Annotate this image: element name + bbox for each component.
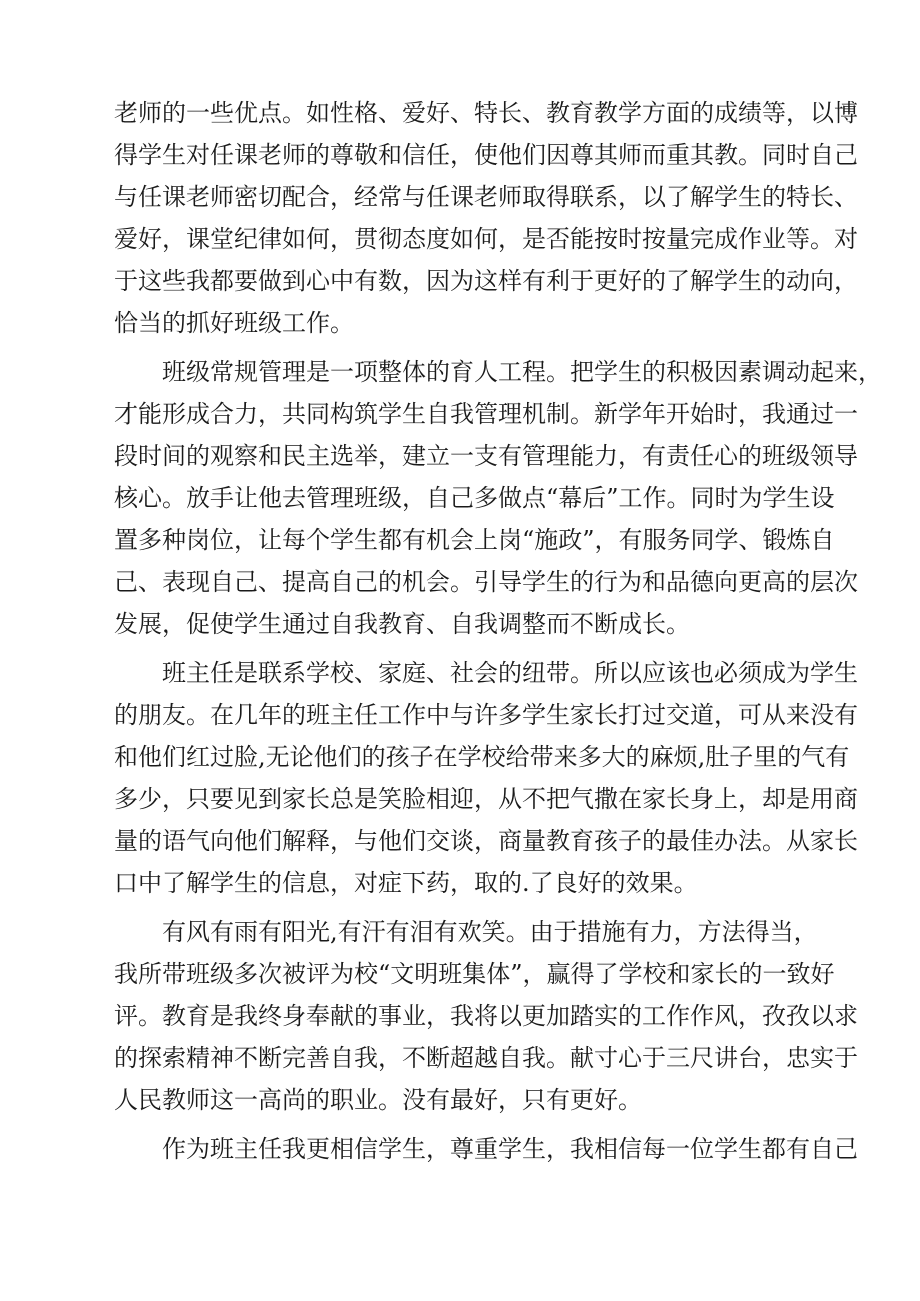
text-line: 发展，促使学生通过自我教育、自我调整而不断成长。 (114, 610, 690, 638)
text-line: 评。教育是我终身奉献的事业，我将以更加踏实的工作作风，孜孜以求 (114, 1002, 858, 1030)
text-line: 有风有雨有阳光,有汗有泪有欢笑。由于措施有力，方法得当， (162, 918, 818, 946)
text-line: 得学生对任课老师的尊敬和信任，使他们因尊其师而重其教。同时自己 (114, 141, 858, 169)
text-line: 作为班主任我更相信学生，尊重学生，我相信每一位学生都有自己 (162, 1135, 858, 1163)
text-line: 班主任是联系学校、家庭、社会的纽带。所以应该也必须成为学生 (162, 659, 858, 687)
text-line: 班级常规管理是一项整体的育人工程。把学生的积极因素调动起来， (162, 358, 882, 386)
document-body (114, 92, 882, 1177)
text-line: 和他们红过脸,无论他们的孩子在学校给带来多大的麻烦,肚子里的气有 (114, 743, 850, 771)
paragraph-4 (114, 911, 858, 1121)
text-line: 于这些我都要做到心中有数，因为这样有利于更好的了解学生的动向， (114, 267, 858, 295)
text-line: 段时间的观察和民主选举，建立一支有管理能力，有责任心的班级领导 (114, 442, 858, 470)
text-line: 才能形成合力，共同构筑学生自我管理机制。新学年开始时，我通过一 (114, 400, 858, 428)
paragraph-5 (114, 1128, 858, 1170)
text-line: 我所带班级多次被评为校“文明班集体”，赢得了学校和家长的一致好 (114, 960, 835, 988)
text-line: 的朋友。在几年的班主任工作中与许多学生家长打过交道，可从来没有 (114, 701, 858, 729)
text-line: 核心。放手让他去管理班级，自己多做点“幕后”工作。同时为学生设 (114, 484, 835, 512)
text-line: 置多种岗位，让每个学生都有机会上岗“施政”，有服务同学、锻炼自 (114, 526, 835, 554)
text-line: 恰当的抓好班级工作。 (114, 309, 354, 337)
text-line: 与任课老师密切配合，经常与任课老师取得联系，以了解学生的特长、 (114, 183, 858, 211)
text-line: 老师的一些优点。如性格、爱好、特长、教育教学方面的成绩等，以博 (114, 99, 858, 127)
paragraph-3 (114, 652, 858, 904)
text-line: 爱好，课堂纪律如何，贯彻态度如何，是否能按时按量完成作业等。对 (114, 225, 858, 253)
text-line: 的探索精神不断完善自我，不断超越自我。献寸心于三尺讲台，忠实于 (114, 1044, 858, 1072)
text-line: 己、表现自己、提高自己的机会。引导学生的行为和品德向更高的层次 (114, 568, 858, 596)
text-line: 口中了解学生的信息，对症下药，取的.了良好的效果。 (114, 869, 698, 897)
text-line: 量的语气向他们解释，与他们交谈，商量教育孩子的最佳办法。从家长 (114, 827, 858, 855)
text-line: 多少，只要见到家长总是笑脸相迎，从不把气撒在家长身上，却是用商 (114, 785, 858, 813)
paragraph-2 (114, 351, 882, 645)
paragraph-1 (114, 92, 858, 344)
text-line: 人民教师这一高尚的职业。没有最好，只有更好。 (114, 1086, 642, 1114)
